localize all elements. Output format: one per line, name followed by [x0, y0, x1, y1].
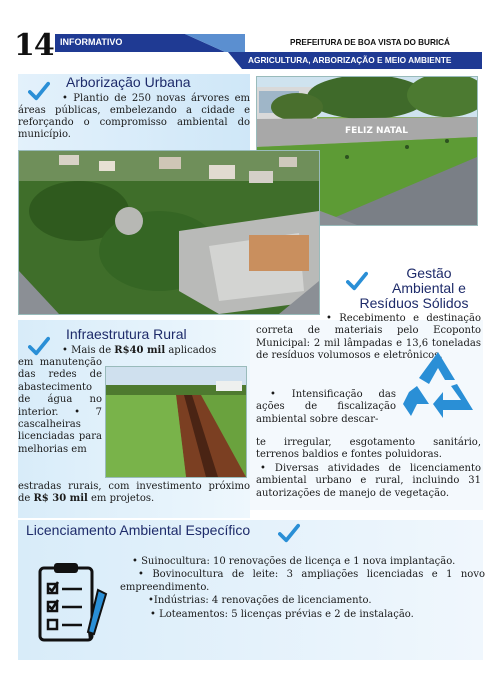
infra-title: Infraestrutura Rural [66, 326, 187, 342]
arborizacao-text [18, 93, 250, 141]
gestao-title-line3: Resíduos Sólidos [359, 295, 469, 311]
infra-p1-prefix: • Mais de [62, 345, 115, 356]
arborizacao-title: Arborização Urbana [66, 74, 191, 90]
gestao-fiscalizacao-text: • Intensificação das ações de fiscalização ambiental sobre descar- [256, 389, 396, 425]
gestao-paragraph-2-cont [256, 437, 481, 462]
gestao-title [344, 266, 484, 311]
list-item: • Suinocultura: 10 renovações de licença e 1 nova implantação. [132, 556, 456, 567]
page-number: 14 [14, 28, 54, 63]
infra-bottom-prefix: estradas rurais, com investimento próximo de [18, 481, 250, 505]
licenciamento-title: Licenciamento Ambiental Específico [26, 522, 251, 538]
infra-paragraph-1 [18, 345, 250, 357]
infra-bottom-suffix: em projetos. [87, 493, 155, 505]
gestao-paragraph-3 [256, 463, 481, 500]
gestao-paragraph-2 [256, 389, 396, 426]
organization-name: PREFEITURA DE BOA VISTA DO BURICÁ [290, 38, 450, 47]
list-item: • Loteamentos: 5 licenças prévias e 2 de instalação. [150, 608, 414, 620]
arborizacao-paragraph: • Plantio de 250 novas árvores em áreas públicas, embelezando a cidade e reforçando o compromisso ambiental do município. [18, 93, 250, 140]
section-subtitle: AGRICULTURA, ARBORIZAÇÃO E MEIO AMBIENTE [248, 55, 452, 65]
infra-p1-suffix: aplicados [165, 345, 217, 356]
infra-left-text: em manutenção das redes de abastecimento de água no interior. • 7 cascalheiras licenciadas para melhorias em [18, 357, 102, 455]
list-item: •Indústrias: 4 renovações de licenciamento. [148, 595, 372, 607]
gestao-title-line2: Ambiental e [392, 280, 466, 296]
check-icon [278, 522, 300, 544]
natal-sign-text: FELIZ NATAL [345, 126, 408, 136]
infra-p1-value: R$40 mil [114, 345, 166, 356]
gestao-title-line1: Gestão [406, 265, 452, 281]
section-tag: INFORMATIVO [60, 37, 123, 47]
recycle-icon [395, 346, 481, 426]
rural-field-photo [105, 366, 247, 478]
infra-bottom-text [18, 481, 250, 506]
gestao-recebimento-text: • Recebimento e destinação correta de materiais pelo Ecoponto Municipal: 2 mil lâmpadas e 13,6 toneladas de resíduos volumosos e eletrônicos. [256, 313, 481, 362]
clipboard-icon [36, 560, 114, 644]
list-item: • Bovinocultura de leite: 3 ampliações licenciadas e 1 novo empreendimento. [120, 569, 485, 593]
infra-left-column [18, 357, 102, 456]
gestao-fiscalizacao-cont: te irregular, esgotamento sanitário, terrenos baldios e fontes poluidoras. [256, 437, 481, 461]
infra-bottom-value: R$ 30 mil [33, 493, 88, 505]
aerial-park-photo [18, 150, 320, 315]
gestao-licenciamento-text: • Diversas atividades de licenciamento ambiental urbano e rural, incluindo 31 autorizações de manejo de vegetação. [256, 463, 481, 499]
licenciamento-list [120, 556, 485, 622]
